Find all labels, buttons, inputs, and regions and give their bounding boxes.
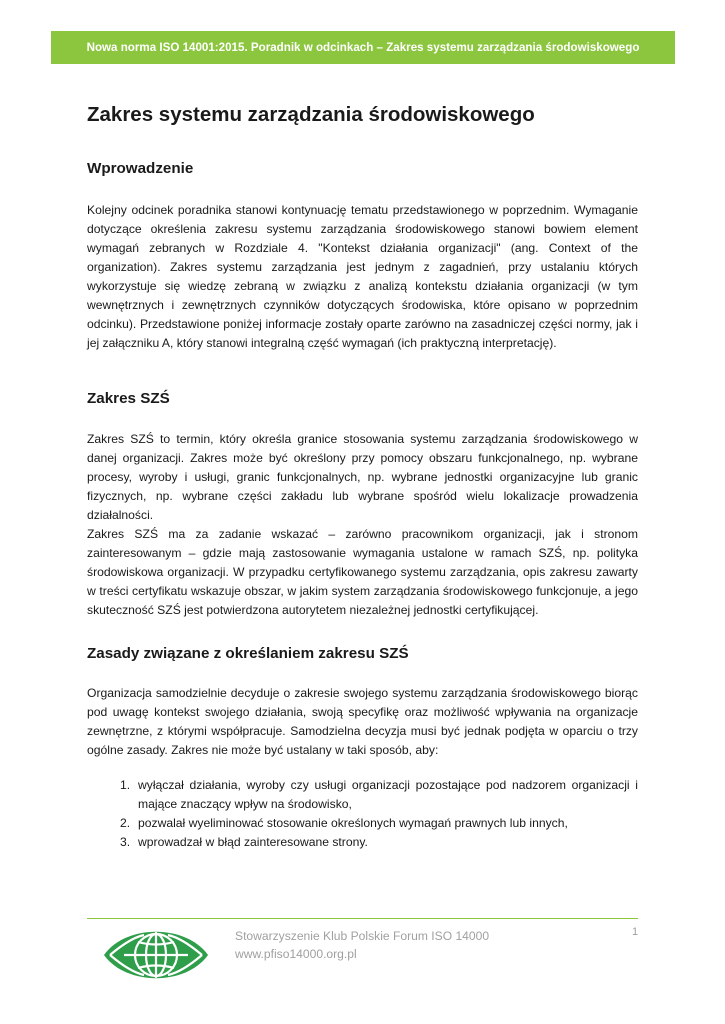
list-item-text: pozwalał wyeliminować stosowanie określonych wymagań prawnych lub innych, <box>138 816 568 830</box>
list-item-text: wprowadzał w błąd zainteresowane strony. <box>138 835 368 849</box>
section-heading-introduction: Wprowadzenie <box>87 160 194 177</box>
list-item-text: wyłączał działania, wyroby czy usługi organizacji pozostające pod nadzorem organizacji i mające znaczący wpływ na środowisko, <box>138 778 638 811</box>
list-item <box>87 814 638 833</box>
list-item-number: 3. <box>120 835 131 849</box>
section-heading-scope: Zakres SZŚ <box>87 390 170 407</box>
pfiso-logo-icon <box>100 926 212 984</box>
page-title: Zakres systemu zarządzania środowiskowego <box>87 103 535 126</box>
section-heading-scope-rules: Zasady związane z określaniem zakresu SZŚ <box>87 645 409 662</box>
list-item <box>87 776 638 814</box>
list-item <box>87 833 638 852</box>
scope-paragraph-2: Zakres SZŚ ma za zadanie wskazać – zarówno pracownikom organizacji, jak i stronom zainteresowanym – gdzie mają zastosowanie wymagania ustalone w ramach SZŚ, np. polityka środowiskowa organizacji. W przypadku certyfikowanego systemu zarządzania, opis zakresu zawarty w treści certyfikatu wskazuje obszar, w jakim system zarządzania środowiskowego funkcjonuje, a jego skuteczność SZŚ jest potwierdzona autorytetem niezależnej jednostki certyfikującej. <box>87 527 638 617</box>
header-banner: Nowa norma ISO 14001:2015. Poradnik w odcinkach – Zakres systemu zarządzania środowiskowego <box>51 31 675 64</box>
scope-rules-list <box>87 776 638 852</box>
footer-organization: Stowarzyszenie Klub Polskie Forum ISO 14000 <box>235 929 490 943</box>
page-number: 1 <box>632 926 639 938</box>
introduction-paragraph: Kolejny odcinek poradnika stanowi kontynuację tematu przedstawionego w poprzednim. Wymaganie dotyczące określenia zakresu systemu zarządzania środowiskowego stanowi bowiem element wymagań zebranych w Rozdziale 4. "Kontekst działania organizacji" (ang. Context of the organization). Zakres systemu zarządzania jest jednym z zagadnień, przy ustalaniu których wykorzystuje się wiedzę zebraną w związku z analizą kontekstu działania organizacji (w tym wewnętrznych i zewnętrznych czynników dotyczących środowiska, które opisano w poprzednim odcinku). Przedstawione poniżej informacje zostały oparte zarówno na zasadniczej części normy, jak i jej załączniku A, który stanowi integralną część wymagań (ich praktyczną interpretację). <box>87 203 638 350</box>
list-item-number: 2. <box>120 816 131 830</box>
list-item-number: 1. <box>120 778 131 792</box>
footer-url: www.pfiso14000.org.pl <box>235 947 357 961</box>
footer-divider <box>87 918 638 919</box>
scope-rules-paragraph: Organizacja samodzielnie decyduje o zakresie swojego systemu zarządzania środowiskowego biorąc pod uwagę kontekst swojego działania, swoją specyfikę oraz możliwość wpływania na organizacje zewnętrzne, z którymi współpracuje. Samodzielna decyzja musi być jednak podjęta w oparciu o trzy ogólne zasady. Zakres nie może być ustalany w taki sposób, aby: <box>87 686 638 757</box>
scope-paragraph-1: Zakres SZŚ to termin, który określa granice stosowania systemu zarządzania środowiskowego w danej organizacji. Zakres może być określony przy pomocy obszaru funkcjonalnego, np. wybrane procesy, wyroby i usługi, granic funkcjonalnych, np. wybrane jednostki organizacyjne lub granic fizycznych, np. wybrane części zakładu lub wybrane spośród wielu lokalizacje prowadzenia działalności. <box>87 432 638 522</box>
